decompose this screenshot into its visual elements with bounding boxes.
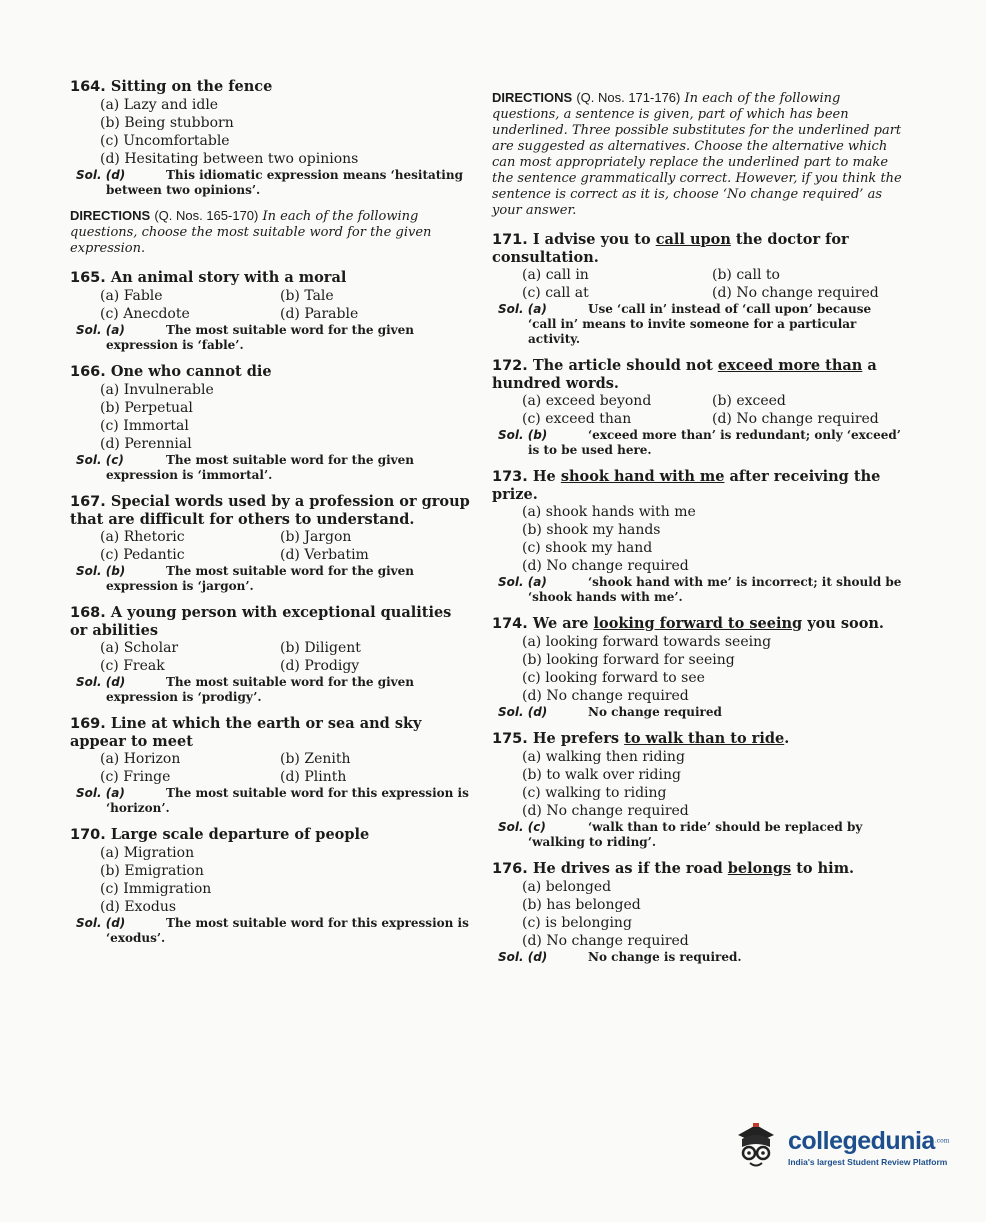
option-b: (b) Jargon (280, 529, 352, 545)
question-number: 166. (70, 364, 106, 380)
directions-label: DIRECTIONS (492, 90, 573, 105)
solution-text: ‘shook hand with me’ is incorrect; it should be ‘shook hands with me’. (528, 575, 902, 604)
question-167 (70, 493, 470, 594)
option-a: (a) Migration (100, 845, 195, 861)
option-a: (a) Invulnerable (100, 382, 214, 398)
question-173 (492, 468, 902, 605)
option-c: (c) looking forward to see (522, 670, 705, 686)
solution-text: The most suitable word for the given expression is ‘prodigy’. (106, 675, 415, 704)
option-d: (d) No change required (522, 933, 689, 949)
option-c: (c) Immigration (100, 881, 212, 897)
question-stem: Special words used by a profession or group that are difficult for others to understand. (70, 493, 470, 528)
option-d: (d) No change required (522, 803, 689, 819)
option-c: (c) call at (522, 285, 589, 301)
option-b: (b) exceed (712, 393, 786, 409)
option-d: (d) No change required (712, 285, 879, 301)
solution-label: Sol. (b) (498, 428, 548, 442)
option-d: (d) No change required (522, 558, 689, 574)
solution-text: ‘walk than to ride’ should be replaced by ‘walking to riding’. (528, 820, 863, 849)
question-172 (492, 357, 902, 458)
solution (492, 428, 902, 458)
option-a: (a) looking forward towards seeing (522, 634, 772, 650)
solution-label: Sol. (d) (76, 675, 126, 689)
stem-post: after receiving the prize. (492, 468, 881, 503)
option-a: (a) walking then riding (522, 749, 685, 765)
collegedunia-logo (732, 1112, 962, 1182)
solution-label: Sol. (d) (498, 950, 548, 964)
solution-label: Sol. (a) (76, 786, 125, 800)
option-c: (c) exceed than (522, 411, 632, 427)
solution (70, 675, 470, 705)
option-d: (d) No change required (712, 411, 879, 427)
question-164 (70, 78, 470, 198)
solution-label: Sol. (a) (76, 323, 125, 337)
solution (492, 575, 902, 605)
question-number: 172. (492, 358, 528, 374)
question-number: 174. (492, 616, 528, 632)
option-a: (a) call in (522, 267, 589, 283)
solution (492, 950, 902, 965)
question-number: 168. (70, 605, 106, 621)
solution (70, 323, 470, 353)
option-a: (a) shook hands with me (522, 504, 696, 520)
question-number: 165. (70, 270, 106, 286)
question-number: 164. (70, 79, 106, 95)
option-b: (b) Tale (280, 288, 334, 304)
option-d: (d) Prodigy (280, 658, 360, 674)
brand-name: collegedunia (788, 1127, 935, 1155)
option-b: (b) looking forward for seeing (522, 652, 735, 668)
question-stem: Line at which the earth or sea and sky appear to meet (70, 715, 422, 750)
underlined-part: exceed more than (717, 357, 863, 374)
option-c: (c) walking to riding (522, 785, 667, 801)
option-b: (b) shook my hands (522, 522, 661, 538)
stem-post: to him. (791, 860, 855, 877)
stem-pre: I advise you to (532, 231, 656, 248)
solution (492, 705, 902, 720)
option-b: (b) to walk over riding (522, 767, 681, 783)
option-d: (d) Parable (280, 306, 359, 322)
option-a: (a) exceed beyond (522, 393, 652, 409)
solution-label: Sol. (a) (498, 575, 547, 589)
directions-171-176 (492, 90, 902, 219)
solution-text: The most suitable word for this expression is ‘exodus’. (106, 916, 469, 945)
solution-text: Use ‘call in’ instead of ‘call upon’ because ‘call in’ means to invite someone for a particular activity. (528, 302, 872, 346)
directions-range: (Q. Nos. 165-170) (154, 208, 259, 223)
option-b: (b) Being stubborn (100, 115, 234, 131)
option-c: (c) Uncomfortable (100, 133, 230, 149)
question-171 (492, 231, 902, 347)
question-number: 167. (70, 494, 106, 510)
option-b: (b) Diligent (280, 640, 361, 656)
question-number: 169. (70, 716, 106, 732)
solution (492, 302, 902, 347)
stem-pre: He (532, 468, 561, 485)
question-number: 170. (70, 827, 106, 843)
option-b: (b) call to (712, 267, 780, 283)
stem-pre: We are (532, 615, 594, 632)
solution-label: Sol. (c) (498, 820, 546, 834)
question-174 (492, 615, 902, 720)
option-c: (c) is belonging (522, 915, 632, 931)
option-c: (c) Immortal (100, 418, 189, 434)
solution (70, 168, 470, 198)
directions-165-170 (70, 208, 470, 257)
solution-text: No change is required. (588, 950, 742, 964)
option-d: (d) Perennial (100, 436, 192, 452)
option-a: (a) Scholar (100, 640, 179, 656)
solution-label: Sol. (d) (498, 705, 548, 719)
stem-post: the doctor for consultation. (492, 231, 849, 266)
solution-label: Sol. (d) (76, 168, 126, 182)
left-column (70, 78, 470, 956)
solution (70, 916, 470, 946)
option-c: (c) Fringe (100, 769, 171, 785)
question-stem: One who cannot die (110, 363, 272, 380)
solution-label: Sol. (b) (76, 564, 126, 578)
directions-range: (Q. Nos. 171-176) (576, 90, 681, 105)
stem-pre: He prefers (532, 730, 625, 747)
graduate-mascot-icon (732, 1121, 780, 1173)
brand-suffix: .com (934, 1137, 950, 1145)
underlined-part: belongs (727, 860, 792, 877)
solution-text: No change required (588, 705, 722, 719)
stem-pre: He drives as if the road (532, 860, 728, 877)
solution-label: Sol. (d) (76, 916, 126, 930)
option-c: (c) shook my hand (522, 540, 653, 556)
question-168 (70, 604, 470, 705)
question-stem: An animal story with a moral (110, 269, 347, 286)
option-a: (a) Lazy and idle (100, 97, 219, 113)
option-a: (a) Rhetoric (100, 529, 185, 545)
option-d: (d) Exodus (100, 899, 177, 915)
question-number: 175. (492, 731, 528, 747)
solution (70, 453, 470, 483)
underlined-part: looking forward to seeing (593, 615, 803, 632)
option-d: (d) Verbatim (280, 547, 369, 563)
question-number: 171. (492, 232, 528, 248)
option-c: (c) Pedantic (100, 547, 185, 563)
solution-text: ‘exceed more than’ is redundant; only ‘exceed’ is to be used here. (528, 428, 901, 457)
underlined-part: to walk than to ride (624, 730, 785, 747)
question-stem: Large scale departure of people (110, 826, 370, 843)
solution (70, 786, 470, 816)
question-170 (70, 826, 470, 946)
directions-text: In each of the following questions, a sentence is given, part of which has been underlined. Three possible substitutes for the underlined part are suggested as alternatives. Choose the alternative which can most appropriately replace the underlined part to make the sentence grammatically correct. However, if you think the sentence is correct as it is, choose ‘No change required’ as your answer. (492, 91, 902, 218)
solution-text: The most suitable word for the given expression is ‘fable’. (106, 323, 415, 352)
stem-post: a hundred words. (492, 357, 877, 392)
option-b: (b) has belonged (522, 897, 641, 913)
solution-text: This idiomatic expression means ‘hesitating between two opinions’. (106, 168, 463, 197)
question-stem: A young person with exceptional qualities or abilities (70, 604, 452, 639)
option-b: (b) Zenith (280, 751, 351, 767)
underlined-part: shook hand with me (560, 468, 725, 485)
option-a: (a) Fable (100, 288, 163, 304)
right-column (492, 90, 902, 975)
solution (70, 564, 470, 594)
question-169 (70, 715, 470, 816)
question-number: 176. (492, 861, 528, 877)
option-a: (a) Horizon (100, 751, 181, 767)
stem-post: you soon. (802, 615, 884, 632)
option-b: (b) Emigration (100, 863, 204, 879)
option-a: (a) belonged (522, 879, 612, 895)
underlined-part: call upon (655, 231, 731, 248)
question-166 (70, 363, 470, 483)
directions-text: In each of the following questions, choose the most suitable word for the given expression. (70, 209, 432, 256)
solution-text: The most suitable word for this expression is ‘horizon’. (106, 786, 469, 815)
solution-text: The most suitable word for the given expression is ‘jargon’. (106, 564, 415, 593)
brand-tagline: India's largest Student Review Platform (788, 1157, 948, 1167)
solution-label: Sol. (a) (498, 302, 547, 316)
option-d: (d) No change required (522, 688, 689, 704)
directions-label: DIRECTIONS (70, 208, 151, 223)
option-d: (d) Plinth (280, 769, 347, 785)
option-c: (c) Anecdote (100, 306, 190, 322)
option-d: (d) Hesitating between two opinions (100, 151, 359, 167)
question-175 (492, 730, 902, 850)
option-c: (c) Freak (100, 658, 165, 674)
question-number: 173. (492, 469, 528, 485)
stem-post: . (784, 730, 790, 747)
question-165 (70, 269, 470, 353)
stem-pre: The article should not (532, 357, 718, 374)
question-176 (492, 860, 902, 965)
solution-text: The most suitable word for the given expression is ‘immortal’. (106, 453, 415, 482)
question-stem: Sitting on the fence (110, 78, 273, 95)
solution-label: Sol. (c) (76, 453, 124, 467)
option-b: (b) Perpetual (100, 400, 193, 416)
solution (492, 820, 902, 850)
